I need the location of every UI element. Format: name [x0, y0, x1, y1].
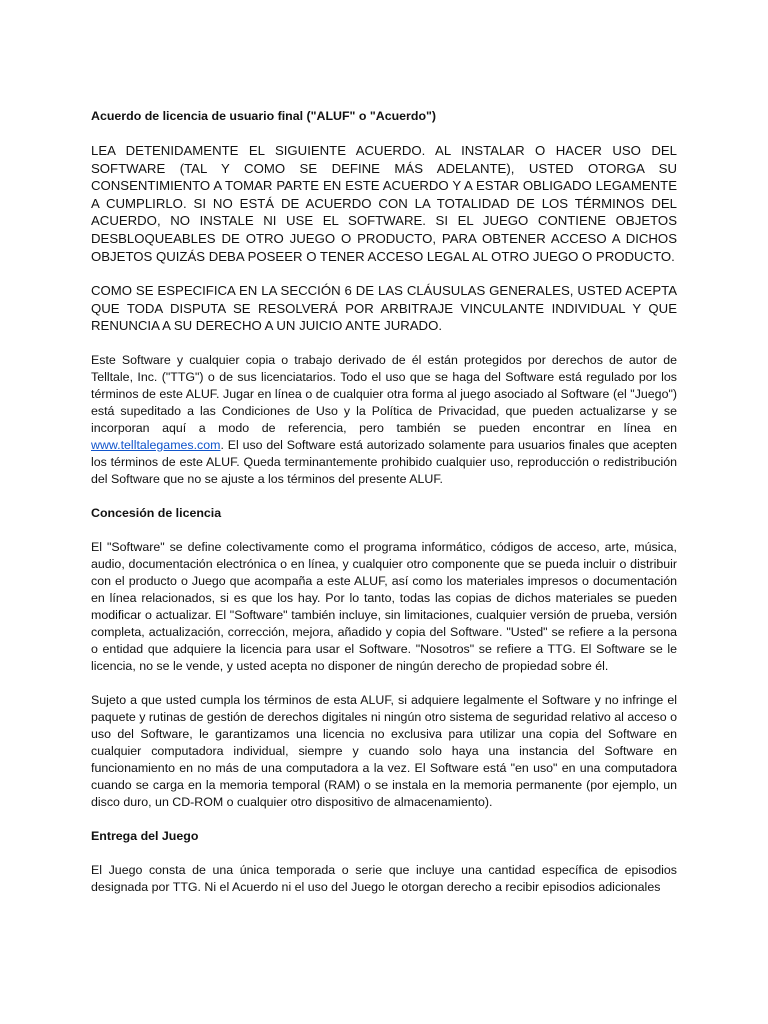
intro-paragraph-2: COMO SE ESPECIFICA EN LA SECCIÓN 6 DE LAS CLÁUSULAS GENERALES, USTED ACEPTA QUE TODA DISPUTA SE RESOLVERÁ POR ARBITRAJE VINCULANTE INDIVIDUAL Y QUE RENUNCIA A SU DERECHO A UN JUICIO ANTE JURADO.: [91, 283, 677, 334]
license-terms-paragraph: Sujeto a que usted cumpla los términos de esta ALUF, si adquiere legalmente el Software y no infringe el paquete y rutinas de gestión de derechos digitales ni ningún otro sistema de seguridad relativo al acceso o uso del Software, le garantizamos una licencia no exclusiva para utilizar una copia del Software en cualquier computadora individual, siempre y cuando solo haya una instancia del Software en funcionamiento en no más de una computadora a la vez. El Software está "en uso" en una computadora cuando se carga en la memoria temporal (RAM) o se instala en la memoria permanente (por ejemplo, un disco duro, un CD-ROM o cualquier otro dispositivo de almacenamiento).: [91, 692, 677, 809]
section-heading-game-delivery: Entrega del Juego: [91, 828, 199, 843]
intro-paragraph-1: LEA DETENIDAMENTE EL SIGUIENTE ACUERDO. AL INSTALAR O HACER USO DEL SOFTWARE (TAL Y COMO SE DEFINE MÁS ADELANTE), USTED OTORGA SU CONSENTIMIENTO A TOMAR PARTE EN ESTE ACUERDO Y A ESTAR OBLIGADO LEGAMENTE A CUMPLIRLO. SI NO ESTÁ DE ACUERDO CON LA TOTALIDAD DE LOS TÉRMINOS DEL ACUERDO, NO INSTALE NI USE EL SOFTWARE. SI EL JUEGO CONTIENE OBJETOS DESBLOQUEABLES DE OTRO JUEGO O PRODUCTO, PARA OBTENER ACCESO A DICHOS OBJETOS QUIZÁS DEBA POSEER O TENER ACCESO LEGAL AL OTRO JUEGO O PRODUCTO.: [91, 143, 677, 264]
copyright-paragraph: [91, 352, 677, 488]
document-title: Acuerdo de licencia de usuario final ("ALUF" o "Acuerdo"): [91, 109, 437, 123]
telltale-website-link[interactable]: www.telltalegames.com: [91, 437, 221, 452]
copyright-text-after-link: . El uso del Software está autorizado solamente para usuarios finales que acepten los términos de este ALUF. Queda terminantemente prohibido cualquier uso, reproducción o redistribución del Software que no se ajuste a los términos del presente ALUF.: [91, 437, 677, 486]
software-definition-paragraph: El "Software" se define colectivamente como el programa informático, códigos de acceso, arte, música, audio, documentación electrónica o en línea, y cualquier otro componente que se pueda incluir o distribuir con el producto o Juego que acompaña a este ALUF, así como los materiales impresos o documentación en línea relacionados, si es que los hay. Por lo tanto, todas las copias de dichos materiales se pueden modificar o actualizar. El "Software" también incluye, sin limitaciones, cualquier versión de prueba, versión completa, actualización, corrección, mejora, añadido y copia del Software. "Usted" se refiere a la persona o entidad que adquiere la licencia para usar el Software. "Nosotros" se refiere a TTG. El Software se le licencia, no se le vende, y usted acepta no disponer de ningún derecho de propiedad sobre él.: [91, 539, 677, 673]
copyright-text-before-link: Este Software y cualquier copia o trabajo derivado de él están protegidos por derechos de autor de Telltale, Inc. ("TTG") o de sus licenciatarios. Todo el uso que se haga del Software está regulado por los términos de este ALUF. Jugar en línea o de cualquier otra forma al juego asociado al Software (el "Juego") está supeditado a las Condiciones de Uso y la Política de Privacidad, que pueden actualizarse y se incorporan aquí a modo de referencia, pero también se pueden encontrar en línea en: [91, 352, 677, 435]
game-delivery-paragraph: El Juego consta de una única temporada o serie que incluye una cantidad específica de episodios designada por TTG. Ni el Acuerdo ni el uso del Juego le otorgan derecho a recibir episodios adicionales: [91, 862, 677, 894]
section-heading-license-grant: Concesión de licencia: [91, 505, 222, 520]
